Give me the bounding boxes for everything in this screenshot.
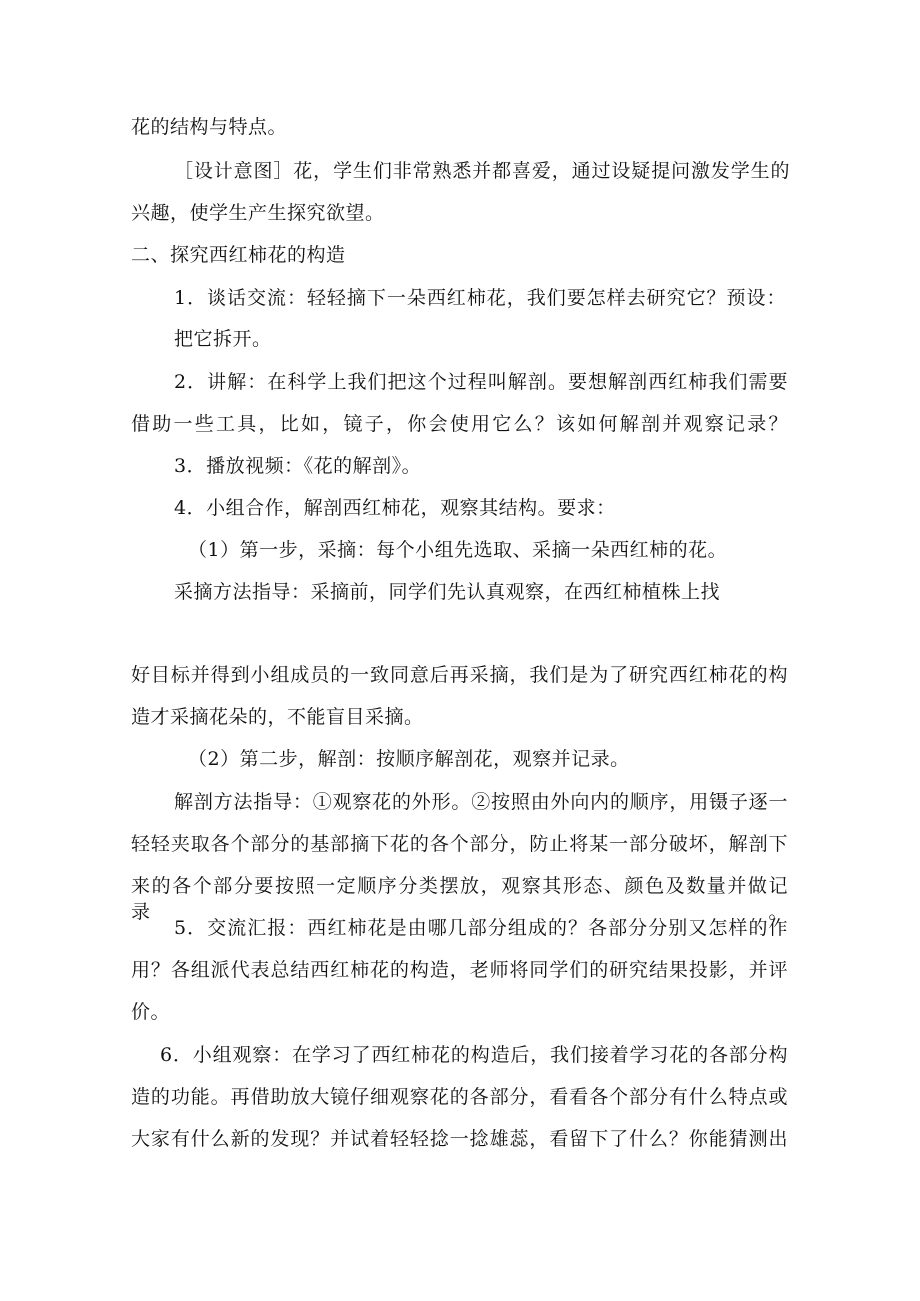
paragraph-line: 好目标并得到小组成员的一致同意后再采摘，我们是为了研究西红柿花的构 bbox=[131, 664, 788, 686]
paragraph-line: 造才采摘花朵的，不能盲目采摘。 bbox=[131, 706, 424, 728]
paragraph-line: 用？各组派代表总结西红柿花的构造，老师将同学们的研究结果投影，并评 bbox=[131, 959, 788, 981]
paragraph-line: 6．小组观察：在学习了西红柿花的构造后，我们接着学习花的各部分构 bbox=[160, 1044, 788, 1066]
text-line: 花的结构与特点。 bbox=[131, 116, 288, 138]
section-heading: 二、探究西红柿花的构造 bbox=[131, 244, 346, 266]
paragraph-line: 价。 bbox=[131, 1001, 171, 1023]
paragraph-line: 解剖方法指导：①观察花的外形。②按照由外向内的顺序，用镊子逐一 bbox=[174, 791, 788, 813]
paragraph-line: 2．讲解：在科学上我们把这个过程叫解剖。要想解剖西红柿我们需要 bbox=[174, 371, 788, 393]
paragraph-line: 借助一些工具，比如，镜子，你会使用它么？该如何解剖并观察记录？ bbox=[131, 413, 788, 435]
paragraph-line: 轻轻夹取各个部分的基部摘下花的各个部分，防止将某一部分破坏，解剖下 bbox=[131, 833, 788, 855]
paragraph-line: 大家有什么新的发现？并试着轻轻捻一捻雄蕊，看留下了什么？你能猜测出 bbox=[131, 1128, 788, 1150]
paragraph-line: 来的各个部分要按照一定顺序分类摆放，观察其形态、颜色及数量并做记录。 bbox=[131, 875, 788, 923]
paragraph-line: 1．谈话交流：轻轻摘下一朵西红柿花，我们要怎样去研究它？预设： bbox=[174, 287, 786, 309]
text-line: 兴趣，使学生产生探究欲望。 bbox=[131, 202, 385, 224]
paragraph-line: 造的功能。再借助放大镜仔细观察花的各部分，看看各个部分有什么特点或 bbox=[131, 1086, 788, 1108]
paragraph-line: （2）第二步，解剖：按顺序解剖花，观察并记录。 bbox=[188, 748, 630, 770]
paragraph-line: 4．小组合作，解剖西红柿花，观察其结构。要求： bbox=[174, 497, 616, 519]
paragraph-line: （1）第一步，采摘：每个小组先选取、采摘一朵西红柿的花。 bbox=[188, 539, 728, 561]
paragraph-line: 把它拆开。 bbox=[174, 328, 272, 350]
paragraph-line: 采摘方法指导：采摘前，同学们先认真观察，在西红柿植株上找 bbox=[174, 581, 721, 603]
paragraph-line: 3．播放视频：《花的解剖》。 bbox=[174, 455, 422, 477]
design-intent-line: ［设计意图］花，学生们非常熟悉并都喜爱，通过设疑提问激发学生的 bbox=[174, 160, 790, 182]
paragraph-line: 5．交流汇报：西红柿花是由哪几部分组成的？各部分分别又怎样的作 bbox=[174, 917, 788, 939]
